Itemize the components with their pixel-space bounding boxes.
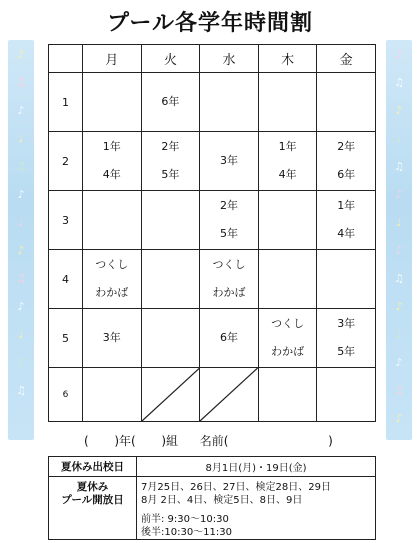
pool-dates-august: 8月 2日、4日、検定5日、8日、9日: [141, 495, 303, 506]
pool-hours-first: 前半: 9:30〜10:30: [141, 514, 229, 525]
timetable-cell: [317, 250, 376, 309]
timetable-cell: [200, 309, 259, 368]
timetable-cell: [83, 132, 142, 191]
period-row: [49, 73, 376, 132]
school-day-heading: 夏休み出校日: [49, 457, 137, 477]
class-entry: つくし: [95, 258, 129, 271]
music-note-icon: ♫: [394, 272, 404, 285]
name-label: 名前(: [199, 434, 229, 448]
class-entry: 4年: [102, 168, 121, 181]
music-note-icon: ♩: [396, 216, 402, 229]
crossed-out-mark: [200, 368, 258, 421]
music-note-icon: ♪: [17, 244, 25, 257]
period-row: [49, 250, 376, 309]
timetable-cell: [258, 368, 317, 422]
music-note-icon: ♪: [395, 244, 403, 257]
pool-open-heading-line1: 夏休み: [76, 481, 109, 493]
timetable-cell: [258, 132, 317, 191]
music-note-icon: ♫: [394, 384, 404, 397]
timetable-cell: [83, 250, 142, 309]
class-entry: わかば: [95, 286, 129, 299]
timetable-cell: [83, 368, 142, 422]
period-number: 6: [49, 368, 83, 422]
music-note-icon: ♩: [396, 328, 402, 341]
period-row: [49, 132, 376, 191]
class-entry: 1年: [102, 140, 121, 153]
day-header: 金: [317, 45, 376, 73]
music-note-icon: ♩: [18, 328, 24, 341]
day-header: 水: [200, 45, 259, 73]
music-note-icon: ♪: [17, 300, 25, 313]
timetable-cell: [200, 250, 259, 309]
timetable-cell: [141, 191, 200, 250]
grade-label: )年(: [114, 434, 136, 448]
timetable-cell: [200, 132, 259, 191]
music-note-icon: ♪: [17, 104, 25, 117]
class-entry: 1年: [337, 199, 356, 212]
music-note-icon: ♫: [16, 272, 26, 285]
music-note-icon: ♩: [396, 132, 402, 145]
timetable: [48, 44, 376, 422]
period-number: 4: [49, 250, 83, 309]
music-note-icon: ♪: [395, 188, 403, 201]
class-entry: 4年: [278, 168, 297, 181]
music-note-icon: ♫: [16, 76, 26, 89]
paren-open: (: [84, 434, 89, 448]
class-entry: 6年: [219, 331, 238, 344]
music-note-icon: ♪: [17, 188, 25, 201]
class-entry: 2年: [161, 140, 180, 153]
class-entry: 5年: [219, 227, 238, 240]
class-entry: 5年: [161, 168, 180, 181]
timetable-cell: [141, 132, 200, 191]
crossed-out-mark: [142, 368, 200, 421]
music-note-icon: ♪: [395, 412, 403, 425]
pool-dates-july: 7月25日、26日、27日、検定28日、29日: [141, 482, 331, 493]
pool-hours-second: 後半:10:30〜11:30: [141, 527, 233, 538]
timetable-header-row: [49, 45, 376, 73]
corner-cell: [49, 45, 83, 73]
timetable-cell: [141, 73, 200, 132]
paren-close: ): [328, 434, 333, 448]
right-decorative-border: [386, 40, 412, 440]
class-entry: わかば: [271, 345, 305, 358]
music-note-icon: ♫: [394, 160, 404, 173]
pool-open-heading-line2: プール開放日: [61, 494, 124, 506]
class-entry: 1年: [278, 140, 297, 153]
class-entry: 3年: [102, 331, 121, 344]
left-decorative-border: [8, 40, 34, 440]
pool-open-heading: [49, 477, 137, 540]
class-entry: つくし: [212, 258, 246, 271]
timetable-cell: [258, 309, 317, 368]
period-row: [49, 191, 376, 250]
class-entry: 3年: [337, 317, 356, 330]
student-info-row: [84, 432, 364, 449]
class-entry: 2年: [337, 140, 356, 153]
period-number: 3: [49, 191, 83, 250]
class-entry: 6年: [161, 95, 180, 108]
music-note-icon: ♩: [18, 132, 24, 145]
music-note-icon: ♪: [395, 104, 403, 117]
timetable-cell: [200, 73, 259, 132]
class-entry: 3年: [219, 154, 238, 167]
timetable-cell: [83, 73, 142, 132]
timetable-cell: [83, 309, 142, 368]
class-entry: 6年: [337, 168, 356, 181]
timetable-cell: [200, 191, 259, 250]
school-day-dates: 8月1日(月)・19日(金): [137, 457, 376, 477]
music-note-icon: ♫: [394, 76, 404, 89]
summer-info-table: [48, 456, 376, 540]
music-note-icon: ♪: [17, 356, 25, 369]
timetable-cell: [317, 191, 376, 250]
period-number: 5: [49, 309, 83, 368]
class-label: )組: [161, 434, 179, 448]
class-entry: つくし: [271, 317, 305, 330]
timetable-cell: [317, 73, 376, 132]
period-row: [49, 309, 376, 368]
music-note-icon: ♪: [395, 300, 403, 313]
period-number: 2: [49, 132, 83, 191]
timetable-cell: [258, 250, 317, 309]
pool-open-details: [137, 477, 376, 540]
timetable-cell: [141, 309, 200, 368]
class-entry: わかば: [212, 286, 246, 299]
timetable-cell: [83, 191, 142, 250]
day-header: 月: [83, 45, 142, 73]
class-entry: 4年: [337, 227, 356, 240]
music-note-icon: ♪: [395, 356, 403, 369]
period-row: [49, 368, 376, 422]
timetable-cell: [141, 368, 200, 422]
music-note-icon: ♪: [395, 48, 403, 61]
period-number: 1: [49, 73, 83, 132]
class-entry: 2年: [219, 199, 238, 212]
day-header: 火: [141, 45, 200, 73]
timetable-cell: [141, 250, 200, 309]
music-note-icon: ♫: [16, 384, 26, 397]
timetable-cell: [317, 368, 376, 422]
timetable-cell: [258, 73, 317, 132]
class-entry: 5年: [337, 345, 356, 358]
day-header: 木: [258, 45, 317, 73]
timetable-cell: [200, 368, 259, 422]
music-note-icon: ♫: [16, 160, 26, 173]
timetable-cell: [317, 309, 376, 368]
music-note-icon: ♩: [18, 216, 24, 229]
timetable-cell: [258, 191, 317, 250]
timetable-cell: [317, 132, 376, 191]
music-note-icon: ♪: [17, 48, 25, 61]
page-title: プール各学年時間割: [107, 11, 313, 36]
